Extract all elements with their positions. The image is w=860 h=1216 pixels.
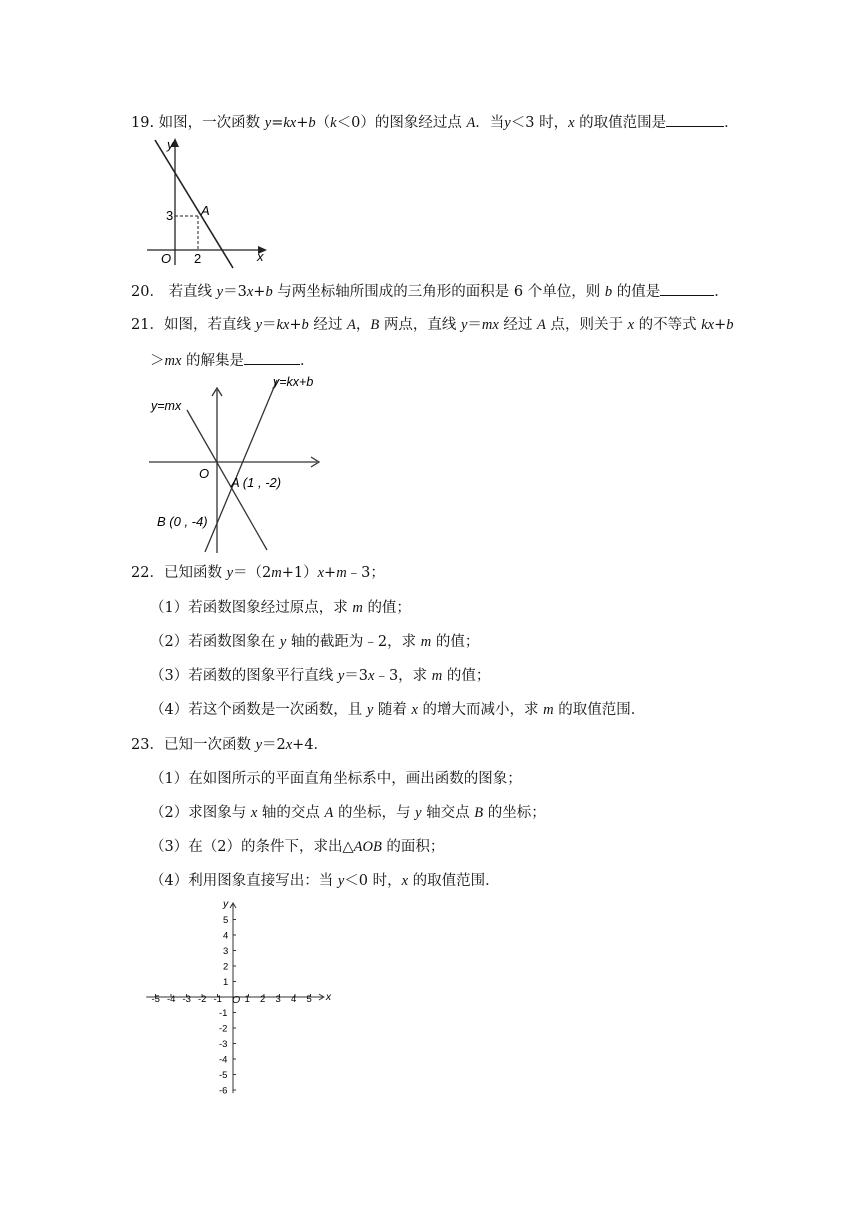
q22-sub3: （3）若函数的图象平行直线 y＝3x﹣3，求 m 的值； — [150, 668, 491, 684]
q21-point-A: A (1 , -2) — [231, 475, 282, 490]
answer-blank[interactable] — [244, 350, 300, 365]
y-tick-label: 2 — [223, 961, 229, 973]
q19-tick-3: 3 — [166, 208, 174, 223]
q21-text-line2: ＞mx 的解集是 ． — [150, 350, 315, 371]
q23-sub3: （3）在（2）的条件下，求出△AOB 的面积； — [150, 839, 445, 855]
x-tick-label: 2 — [260, 994, 266, 1005]
x-tick-label: 5 — [306, 994, 312, 1005]
y-tick-label: 4 — [223, 930, 229, 942]
q21-figure — [147, 370, 327, 555]
y-tick-label: -5 — [219, 1070, 228, 1081]
q23-text: 23．已知一次函数 y＝2x+4． — [131, 737, 329, 753]
answer-blank[interactable] — [666, 112, 724, 127]
q19-origin-label: O — [161, 251, 172, 266]
q19-tick-2: 2 — [194, 251, 202, 266]
q19-point-A: A — [201, 203, 210, 218]
q23-coordinate-plane — [140, 895, 340, 1095]
q19-y-label: y — [167, 137, 174, 152]
q22-sub2: （2）若函数图象在 y 轴的截距为﹣2，求 m 的值； — [150, 634, 480, 650]
q19-figure — [145, 135, 275, 270]
q23-sub4: （4）利用图象直接写出：当 y＜0 时，x 的取值范围． — [150, 873, 500, 889]
y-tick-label: -2 — [219, 1023, 228, 1035]
x-tick-label: -5 — [151, 994, 160, 1005]
x-tick-label: 3 — [275, 994, 281, 1005]
q23-sub1: （1）在如图所示的平面直角坐标系中，画出函数的图象； — [150, 771, 522, 787]
q21-label-mx: y=mx — [151, 399, 182, 413]
x-tick-label: 1 — [244, 994, 250, 1005]
origin-label: O — [232, 994, 241, 1006]
y-tick-label: 3 — [223, 946, 229, 957]
q21-point-B: B (0 , -4) — [157, 514, 208, 529]
q23-sub2: （2）求图象与 x 轴的交点 A 的坐标，与 y 轴交点 B 的坐标； — [150, 805, 546, 821]
q21-label-kxb: y=kx+b — [273, 375, 314, 389]
x-tick-label: -4 — [167, 994, 176, 1005]
y-tick-label: -3 — [219, 1039, 228, 1050]
answer-blank[interactable] — [660, 281, 714, 296]
x-tick-label: -1 — [213, 994, 222, 1005]
x-tick-label: -3 — [182, 994, 191, 1005]
x-tick-label: 4 — [291, 994, 297, 1005]
y-tick-label: 1 — [223, 977, 229, 988]
y-tick-label: 5 — [223, 915, 229, 926]
y-tick-label: -4 — [219, 1054, 228, 1066]
y-tick-label: -6 — [219, 1085, 228, 1097]
q22-text: 22．已知函数 y＝（2m+1）x+m﹣3； — [131, 565, 385, 581]
q19-text: 19. 如图，一次函数 y=kx+b（k＜0）的图象经过点 A．当y＜3 时，x 的取值范围是 ． — [131, 112, 739, 133]
x-tick-label: -2 — [198, 994, 207, 1005]
q19-x-label: x — [257, 249, 264, 264]
q21-origin-label: O — [199, 466, 210, 481]
q22-sub4: （4）若这个函数是一次函数，且 y 随着 x 的增大而减小，求 m 的取值范围． — [150, 702, 646, 718]
q21-text-line1: 21．如图，若直线 y＝kx+b 经过 A，B 两点，直线 y＝mx 经过 A 点，则关于 x 的不等式 kx+b — [131, 317, 734, 333]
q20-text: 20． 若直线 y＝3x+b 与两坐标轴所围成的三角形的面积是 6 个单位，则 b 的值是 ． — [131, 281, 729, 302]
q22-sub1: （1）若函数图象经过原点，求 m 的值； — [150, 600, 411, 616]
y-tick-label: -1 — [219, 1008, 228, 1019]
x-axis-label: x — [325, 991, 332, 1003]
y-axis-label: y — [223, 898, 229, 910]
